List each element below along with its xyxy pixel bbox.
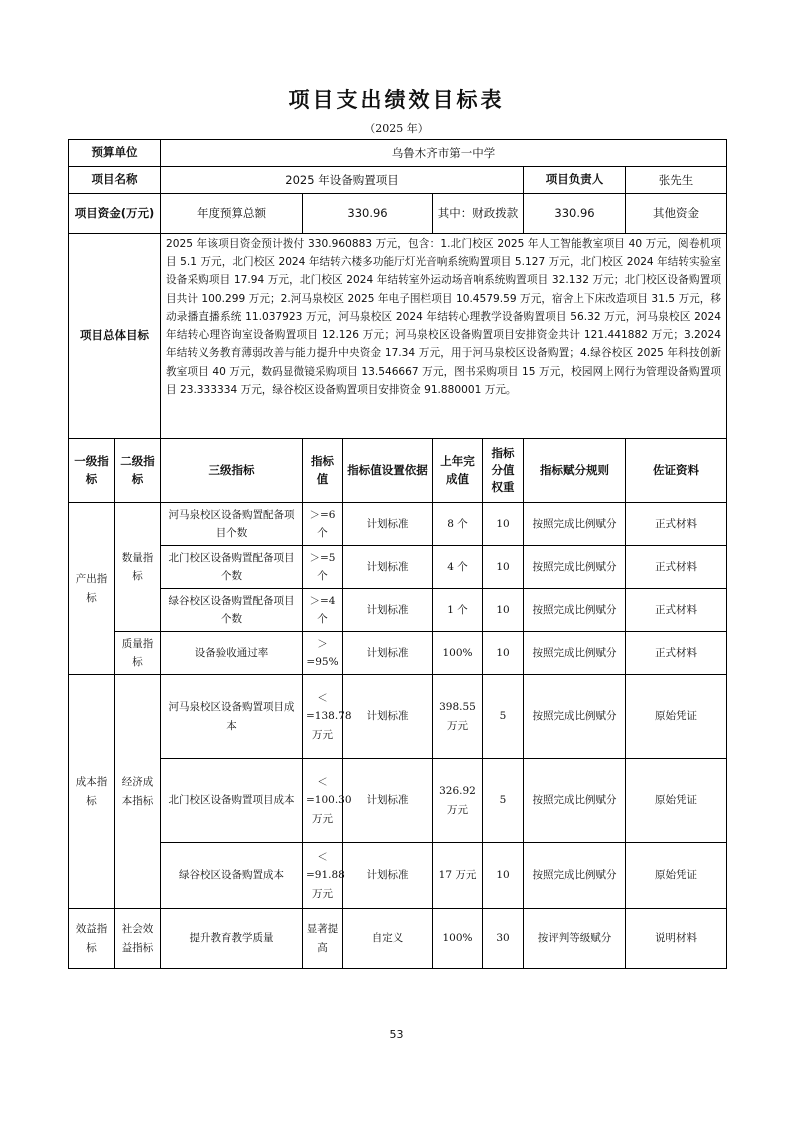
fiscal-value: 330.96 bbox=[524, 194, 626, 234]
header-rule: 指标赋分规则 bbox=[524, 439, 626, 503]
page-number: 53 bbox=[389, 1028, 404, 1041]
indicator-weight: 10 bbox=[483, 546, 524, 589]
indicator-value: ＜=100.30万元 bbox=[303, 759, 343, 843]
goal-label: 项目总体目标 bbox=[69, 234, 161, 439]
header-level2: 二级指标 bbox=[115, 439, 161, 503]
header-weight: 指标分值权重 bbox=[483, 439, 524, 503]
indicator-basis: 计划标准 bbox=[343, 675, 433, 759]
leader-label: 项目负责人 bbox=[524, 167, 626, 194]
indicator-basis: 计划标准 bbox=[343, 589, 433, 632]
indicator-prev: 100% bbox=[433, 632, 483, 675]
indicator-evidence: 正式材料 bbox=[626, 589, 727, 632]
indicator-value: ＞=5个 bbox=[303, 546, 343, 589]
indicator-weight: 5 bbox=[483, 675, 524, 759]
indicator-basis: 计划标准 bbox=[343, 843, 433, 909]
unit-label: 预算单位 bbox=[69, 140, 161, 167]
indicator-value: ＜=138.78万元 bbox=[303, 675, 343, 759]
year-label: （2025 年） bbox=[364, 122, 429, 135]
group-cost: 成本指标 bbox=[69, 675, 115, 909]
indicator-rule: 按照完成比例赋分 bbox=[524, 675, 626, 759]
name-label: 项目名称 bbox=[69, 167, 161, 194]
header-prev: 上年完成值 bbox=[433, 439, 483, 503]
fiscal-label: 其中：财政拨款 bbox=[433, 194, 524, 234]
indicator-value: ＞=4个 bbox=[303, 589, 343, 632]
header-value: 指标值 bbox=[303, 439, 343, 503]
funds-row bbox=[69, 194, 727, 234]
other-funds-label: 其他资金 bbox=[626, 194, 727, 234]
funds-label: 项目资金(万元) bbox=[69, 194, 161, 234]
table-row bbox=[69, 546, 727, 589]
indicator-weight: 30 bbox=[483, 909, 524, 969]
indicator-name: 北门校区设备购置配备项目个数 bbox=[161, 546, 303, 589]
indicator-rule: 按照完成比例赋分 bbox=[524, 759, 626, 843]
indicator-prev: 326.92 万元 bbox=[433, 759, 483, 843]
indicator-evidence: 正式材料 bbox=[626, 632, 727, 675]
indicator-name: 绿谷校区设备购置成本 bbox=[161, 843, 303, 909]
indicator-weight: 10 bbox=[483, 632, 524, 675]
header-row bbox=[69, 439, 727, 503]
indicator-basis: 计划标准 bbox=[343, 759, 433, 843]
indicator-rule: 按照完成比例赋分 bbox=[524, 546, 626, 589]
table-row bbox=[69, 909, 727, 969]
goal-row bbox=[69, 234, 727, 439]
indicator-evidence: 原始凭证 bbox=[626, 675, 727, 759]
indicator-prev: 4 个 bbox=[433, 546, 483, 589]
indicator-evidence: 说明材料 bbox=[626, 909, 727, 969]
annual-total-label: 年度预算总额 bbox=[161, 194, 303, 234]
indicator-rule: 按照完成比例赋分 bbox=[524, 503, 626, 546]
annual-total-value: 330.96 bbox=[303, 194, 433, 234]
indicator-prev: 1 个 bbox=[433, 589, 483, 632]
indicator-evidence: 正式材料 bbox=[626, 503, 727, 546]
name-row bbox=[69, 167, 727, 194]
indicator-name: 绿谷校区设备购置配备项目个数 bbox=[161, 589, 303, 632]
indicator-weight: 10 bbox=[483, 843, 524, 909]
indicator-rule: 按评判等级赋分 bbox=[524, 909, 626, 969]
table-row bbox=[69, 843, 727, 909]
group-quality: 质量指标 bbox=[115, 632, 161, 675]
indicator-evidence: 原始凭证 bbox=[626, 759, 727, 843]
indicator-evidence: 正式材料 bbox=[626, 546, 727, 589]
table-row bbox=[69, 503, 727, 546]
indicator-prev: 8 个 bbox=[433, 503, 483, 546]
header-level1: 一级指标 bbox=[69, 439, 115, 503]
unit-row bbox=[69, 140, 727, 167]
indicator-value: ＜=91.88 万元 bbox=[303, 843, 343, 909]
indicator-weight: 10 bbox=[483, 589, 524, 632]
indicator-prev: 17 万元 bbox=[433, 843, 483, 909]
indicator-basis: 计划标准 bbox=[343, 546, 433, 589]
indicator-rule: 按照完成比例赋分 bbox=[524, 843, 626, 909]
indicator-prev: 398.55 万元 bbox=[433, 675, 483, 759]
group-quantity: 数量指标 bbox=[115, 503, 161, 632]
header-evidence: 佐证资料 bbox=[626, 439, 727, 503]
indicator-name: 北门校区设备购置项目成本 bbox=[161, 759, 303, 843]
indicator-name: 提升教育教学质量 bbox=[161, 909, 303, 969]
indicator-prev: 100% bbox=[433, 909, 483, 969]
table-row bbox=[69, 632, 727, 675]
indicator-basis: 计划标准 bbox=[343, 632, 433, 675]
table-row bbox=[69, 675, 727, 759]
page-title: 项目支出绩效目标表 bbox=[288, 88, 505, 112]
group-benefit: 效益指标 bbox=[69, 909, 115, 969]
indicator-name: 河马泉校区设备购置项目成本 bbox=[161, 675, 303, 759]
leader-value: 张先生 bbox=[626, 167, 727, 194]
indicator-value: ＞=6个 bbox=[303, 503, 343, 546]
group-econ: 经济成本指标 bbox=[115, 675, 161, 909]
indicator-name: 河马泉校区设备购置配备项目个数 bbox=[161, 503, 303, 546]
goal-text: 2025 年该项目资金预计拨付 330.960883 万元，包含：1.北门校区 2025 年人工智能教室项目 40 万元，阅卷机项目 5.1 万元，北门校区 2024 年结转六楼多功能厅灯光音响系统购置项目 5.127 万元，北门校区 2024 年结转实验室设备采购项目 17.94 万元，北门校区 2024 年结转室外运动场音响系统购置项目 32.132 万元；北门校区设备购置项目共计 100.299 万元；2.河马泉校区 2025 年电子围栏项目 10.4579.59 万元，宿舍上下床改造项目 31.5 万元，移动录播直播系统 11.037923 万元，河马泉校区 2024 年结转心理教学设备购置项目 56.32 万元，河马泉校区 2024 年结转心理咨询室设备购置项目 12.126 万元；河马泉校区设备购置项目安排资金共计 121.441882 万元；3.2024 年结转义务教育薄弱改善与能力提升中央资金 17.34 万元，用于河马泉校区设备购置；4.绿谷校区 2025 年科技创新教室项目 40 万元，数码显微镜采购项目 13.546667 万元，图书采购项目 15 万元，校园网上网行为管理设备购置项目 23.333334 万元，绿谷校区设备购置项目安排资金 91.880001 万元。 bbox=[161, 234, 727, 439]
indicator-value: ＞=95% bbox=[303, 632, 343, 675]
table-row bbox=[69, 759, 727, 843]
header-basis: 指标值设置依据 bbox=[343, 439, 433, 503]
indicator-weight: 5 bbox=[483, 759, 524, 843]
unit-value: 乌鲁木齐市第一中学 bbox=[161, 140, 727, 167]
header-level3: 三级指标 bbox=[161, 439, 303, 503]
table-row bbox=[69, 589, 727, 632]
group-social: 社会效益指标 bbox=[115, 909, 161, 969]
name-value: 2025 年设备购置项目 bbox=[161, 167, 524, 194]
group-output: 产出指标 bbox=[69, 503, 115, 675]
indicator-evidence: 原始凭证 bbox=[626, 843, 727, 909]
indicator-basis: 计划标准 bbox=[343, 503, 433, 546]
indicator-value: 显著提高 bbox=[303, 909, 343, 969]
indicator-basis: 自定义 bbox=[343, 909, 433, 969]
performance-table bbox=[68, 139, 727, 969]
indicator-rule: 按照完成比例赋分 bbox=[524, 589, 626, 632]
indicator-name: 设备验收通过率 bbox=[161, 632, 303, 675]
indicator-rule: 按照完成比例赋分 bbox=[524, 632, 626, 675]
indicator-weight: 10 bbox=[483, 503, 524, 546]
